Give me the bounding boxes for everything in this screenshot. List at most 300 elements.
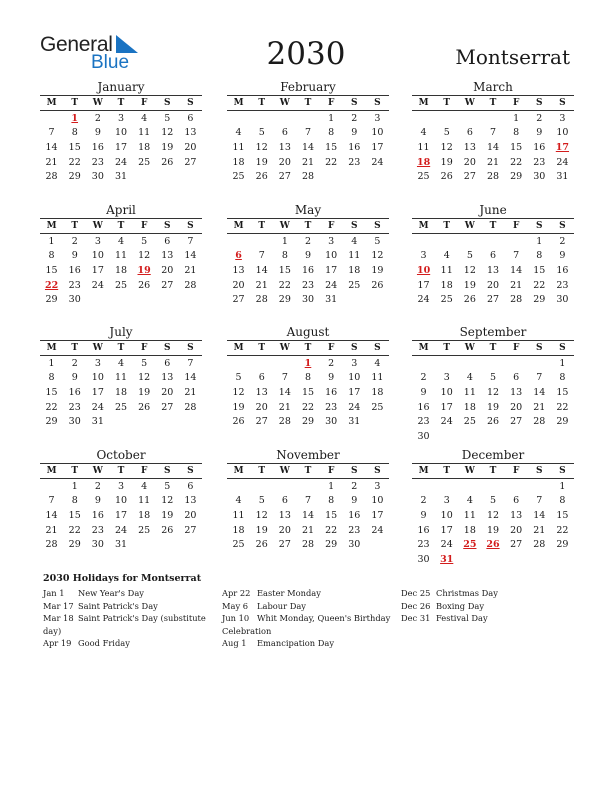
day-cell: 7: [536, 372, 543, 384]
holiday-date: Aug 1: [222, 638, 247, 649]
week-row: [40, 494, 202, 509]
day-cell: 2: [304, 235, 312, 247]
day-cell: 16: [91, 509, 104, 521]
empty-day-cell: [366, 537, 389, 552]
holiday-name: Christmas Day: [436, 588, 498, 598]
day-cell: 2: [71, 357, 78, 369]
holiday-row: [222, 612, 397, 637]
day-cell: 13: [232, 264, 245, 276]
day-cell: 28: [301, 171, 315, 183]
weekday-header: M: [40, 96, 63, 111]
day-cell: 24: [371, 156, 384, 168]
day-cell: 29: [45, 416, 58, 428]
weekday-header: T: [63, 219, 86, 234]
day-cell: 29: [533, 294, 546, 306]
month-name: December: [412, 447, 574, 464]
day-cell: 25: [138, 524, 151, 536]
day-cell: 28: [486, 171, 500, 183]
holiday-date: Mar 17: [43, 600, 74, 611]
day-cell: 1: [48, 235, 55, 247]
day-cell: 5: [258, 495, 265, 507]
empty-day-cell: [458, 234, 481, 249]
weekday-header: F: [505, 341, 528, 356]
day-cell: 28: [184, 401, 197, 413]
weekday-header: T: [63, 341, 86, 356]
day-cell: 18: [371, 386, 384, 398]
holiday-day: 17: [555, 141, 570, 153]
holidays-column: [401, 587, 576, 625]
day-cell: 13: [278, 509, 291, 521]
day-cell: 11: [114, 250, 128, 262]
weekday-header: S: [179, 219, 202, 234]
month-name: February: [227, 79, 389, 96]
day-cell: 7: [304, 127, 312, 139]
day-cell: 23: [91, 156, 104, 168]
weekday-header: S: [156, 341, 179, 356]
day-cell: 27: [232, 294, 245, 306]
day-cell: 15: [556, 386, 569, 398]
day-cell: [412, 263, 435, 278]
day-cell: 8: [48, 250, 55, 262]
day-cell: 16: [301, 264, 315, 276]
weekday-header: S: [551, 341, 574, 356]
weekday-header: T: [109, 341, 132, 356]
day-cell: 1: [559, 480, 566, 492]
day-cell: 14: [301, 141, 315, 153]
day-cell: 28: [533, 416, 546, 428]
day-cell: 10: [440, 509, 453, 521]
month-table: [227, 341, 389, 429]
holidays-column: [222, 587, 397, 650]
empty-day-cell: [435, 479, 458, 494]
day-cell: 12: [255, 141, 268, 153]
day-cell: 22: [510, 156, 523, 168]
day-cell: 6: [281, 495, 288, 507]
day-cell: 19: [138, 386, 151, 398]
day-cell: 31: [114, 539, 128, 551]
empty-day-cell: [528, 479, 551, 494]
day-cell: 25: [114, 279, 128, 291]
holidays-column: [43, 587, 218, 650]
empty-day-cell: [481, 356, 504, 371]
day-cell: 7: [489, 127, 497, 139]
empty-day-cell: [435, 234, 458, 249]
weekday-header: S: [366, 341, 389, 356]
weekday-header: W: [273, 464, 296, 479]
day-cell: 13: [510, 386, 523, 398]
day-cell: 1: [536, 235, 543, 247]
day-cell: 8: [71, 495, 78, 507]
day-cell: 21: [533, 401, 546, 413]
month-name: June: [412, 202, 574, 219]
day-cell: [458, 537, 481, 552]
weekday-header: T: [481, 96, 504, 111]
empty-day-cell: [273, 479, 296, 494]
holiday-day: 25: [463, 539, 477, 551]
week-row: [40, 249, 202, 264]
day-cell: 1: [513, 112, 520, 124]
day-cell: 21: [301, 156, 315, 168]
weekday-header: T: [481, 219, 504, 234]
holiday-date: Dec 31: [401, 613, 431, 624]
day-cell: 20: [184, 509, 197, 521]
day-cell: 11: [348, 250, 361, 262]
day-cell: 22: [325, 524, 338, 536]
week-row: [40, 234, 202, 249]
day-cell: 18: [440, 279, 453, 291]
day-cell: 27: [278, 539, 291, 551]
day-cell: 11: [371, 372, 384, 384]
holiday-day: 1: [71, 112, 79, 124]
day-cell: 17: [440, 401, 453, 413]
day-cell: 17: [371, 509, 384, 521]
weekday-header: S: [528, 96, 551, 111]
day-cell: 30: [348, 539, 361, 551]
weekday-header: M: [227, 96, 250, 111]
weekday-header: W: [458, 219, 481, 234]
day-cell: 28: [45, 171, 58, 183]
day-cell: 5: [443, 127, 450, 139]
weekday-header: S: [343, 464, 366, 479]
day-cell: 18: [232, 156, 245, 168]
holiday-name: Saint Patrick's Day (substitute day): [43, 613, 206, 636]
weekday-header: M: [227, 464, 250, 479]
week-row: [412, 414, 574, 429]
day-cell: 26: [138, 401, 151, 413]
empty-day-cell: [179, 169, 202, 184]
day-cell: 14: [184, 250, 197, 262]
day-cell: 24: [91, 279, 104, 291]
day-cell: 26: [255, 171, 268, 183]
day-cell: 4: [351, 235, 358, 247]
weekday-header: T: [63, 464, 86, 479]
month-name: March: [412, 79, 574, 96]
day-cell: 6: [281, 127, 288, 139]
month-may: [227, 202, 389, 307]
day-cell: 16: [417, 401, 430, 413]
day-cell: 30: [556, 294, 569, 306]
week-row: [40, 385, 202, 400]
day-cell: 4: [235, 127, 242, 139]
day-cell: 24: [114, 156, 128, 168]
week-row: [40, 111, 202, 126]
day-cell: 19: [161, 141, 174, 153]
weekday-header: S: [528, 341, 551, 356]
empty-day-cell: [458, 356, 481, 371]
week-row: [227, 414, 389, 429]
day-cell: 17: [440, 524, 453, 536]
day-cell: 20: [463, 156, 476, 168]
day-cell: 28: [278, 416, 291, 428]
day-cell: 3: [559, 112, 566, 124]
holiday-row: [401, 600, 576, 613]
holiday-row: [43, 637, 218, 650]
weekday-header: W: [273, 96, 296, 111]
day-cell: 16: [556, 264, 569, 276]
holiday-day: 31: [440, 553, 454, 565]
day-cell: 8: [559, 372, 566, 384]
month-table: [412, 464, 574, 567]
day-cell: 11: [138, 127, 151, 139]
day-cell: 26: [486, 416, 500, 428]
day-cell: 7: [48, 127, 55, 139]
day-cell: 21: [255, 279, 268, 291]
day-cell: 25: [114, 401, 128, 413]
day-cell: 6: [164, 357, 171, 369]
empty-day-cell: [505, 356, 528, 371]
weekday-header: T: [296, 219, 319, 234]
day-cell: [296, 356, 319, 371]
weekday-header: S: [179, 341, 202, 356]
empty-day-cell: [528, 356, 551, 371]
empty-day-cell: [273, 111, 296, 126]
empty-day-cell: [412, 111, 435, 126]
day-cell: 4: [141, 112, 148, 124]
day-cell: 13: [184, 495, 197, 507]
weekday-header: F: [505, 219, 528, 234]
week-row: [412, 356, 574, 371]
weekday-header: S: [366, 464, 389, 479]
empty-day-cell: [458, 111, 481, 126]
day-cell: 25: [348, 279, 361, 291]
week-row: [412, 278, 574, 293]
day-cell: 18: [463, 401, 476, 413]
empty-day-cell: [133, 537, 156, 552]
day-cell: 9: [94, 495, 101, 507]
empty-day-cell: [179, 292, 202, 307]
day-cell: 1: [71, 480, 78, 492]
weekday-header: T: [296, 96, 319, 111]
holiday-name: Good Friday: [78, 638, 130, 649]
day-cell: 23: [91, 524, 104, 536]
day-cell: 2: [351, 112, 358, 124]
holidays-title: 2030 Holidays for Montserrat: [43, 573, 202, 584]
day-cell: 27: [161, 401, 174, 413]
holiday-row: [222, 600, 397, 613]
holiday-day: 18: [416, 156, 431, 168]
week-row: [412, 552, 574, 567]
day-cell: 3: [117, 112, 125, 124]
day-cell: 14: [45, 509, 58, 521]
day-cell: 31: [348, 416, 361, 428]
day-cell: 30: [301, 294, 315, 306]
holiday-row: [222, 637, 397, 650]
empty-day-cell: [458, 552, 481, 567]
day-cell: 3: [443, 372, 450, 384]
day-cell: 22: [68, 156, 81, 168]
day-cell: 24: [417, 294, 430, 306]
day-cell: 10: [114, 127, 128, 139]
month-table: [40, 219, 202, 307]
day-cell: 6: [187, 112, 194, 124]
day-cell: 16: [325, 386, 338, 398]
holiday-name: Labour Day: [257, 600, 306, 611]
day-cell: 2: [94, 480, 101, 492]
day-cell: 31: [114, 171, 128, 183]
day-cell: [40, 278, 63, 293]
day-cell: 26: [255, 539, 268, 551]
week-row: [40, 292, 202, 307]
day-cell: 12: [232, 386, 245, 398]
day-cell: 26: [463, 294, 476, 306]
month-name: September: [412, 324, 574, 341]
empty-day-cell: [505, 234, 528, 249]
day-cell: 18: [463, 524, 476, 536]
day-cell: 12: [486, 386, 500, 398]
day-cell: 29: [510, 171, 523, 183]
day-cell: 26: [161, 524, 174, 536]
day-cell: 22: [45, 401, 58, 413]
day-cell: 9: [420, 509, 427, 521]
day-cell: 16: [533, 141, 546, 153]
empty-day-cell: [481, 111, 504, 126]
day-cell: 5: [374, 235, 381, 247]
weekday-header: S: [156, 464, 179, 479]
day-cell: 10: [440, 386, 453, 398]
day-cell: 29: [301, 416, 315, 428]
holiday-date: Mar 18: [43, 613, 74, 624]
day-cell: 19: [463, 279, 476, 291]
weekday-header: S: [551, 96, 574, 111]
day-cell: 14: [278, 386, 291, 398]
day-cell: 21: [45, 524, 58, 536]
empty-day-cell: [412, 356, 435, 371]
month-table: [412, 219, 574, 307]
holiday-date: Dec 25: [401, 588, 431, 598]
month-july: [40, 324, 202, 429]
day-cell: 1: [559, 357, 566, 369]
day-cell: 14: [510, 264, 523, 276]
day-cell: 16: [68, 386, 81, 398]
week-row: [412, 537, 574, 552]
day-cell: 28: [301, 539, 315, 551]
day-cell: 31: [325, 294, 338, 306]
day-cell: 3: [443, 495, 450, 507]
day-cell: 4: [443, 250, 450, 262]
day-cell: 27: [278, 171, 291, 183]
day-cell: 30: [91, 539, 104, 551]
day-cell: 29: [556, 416, 569, 428]
day-cell: 23: [348, 156, 361, 168]
empty-day-cell: [435, 356, 458, 371]
day-cell: 6: [489, 250, 497, 262]
week-row: [227, 278, 389, 293]
month-october: [40, 447, 202, 552]
empty-day-cell: [458, 479, 481, 494]
day-cell: 21: [486, 156, 500, 168]
empty-day-cell: [40, 111, 63, 126]
empty-day-cell: [179, 537, 202, 552]
day-cell: 28: [255, 294, 268, 306]
day-cell: 13: [278, 141, 291, 153]
day-cell: 24: [371, 524, 384, 536]
week-row: [412, 234, 574, 249]
week-row: [227, 249, 389, 264]
day-cell: 15: [510, 141, 523, 153]
day-cell: [551, 140, 574, 155]
week-row: [412, 126, 574, 141]
day-cell: 27: [486, 294, 500, 306]
holiday-row: [43, 587, 218, 600]
day-cell: 13: [255, 386, 268, 398]
weekday-header: T: [296, 341, 319, 356]
week-row: [412, 371, 574, 386]
weekday-header: F: [320, 464, 343, 479]
week-row: [227, 292, 389, 307]
day-cell: 24: [440, 539, 453, 551]
empty-day-cell: [250, 479, 273, 494]
week-row: [412, 263, 574, 278]
empty-day-cell: [528, 429, 551, 444]
empty-day-cell: [227, 234, 250, 249]
month-april: [40, 202, 202, 307]
weekday-header: S: [179, 96, 202, 111]
day-cell: 10: [348, 372, 361, 384]
day-cell: 17: [91, 264, 104, 276]
weekday-header: M: [412, 464, 435, 479]
day-cell: 1: [328, 112, 335, 124]
day-cell: 20: [510, 401, 523, 413]
holiday-date: Dec 26: [401, 600, 431, 611]
empty-day-cell: [343, 169, 366, 184]
day-cell: 28: [533, 539, 546, 551]
week-row: [412, 249, 574, 264]
holiday-day: 26: [486, 539, 500, 551]
day-cell: 3: [351, 357, 358, 369]
day-cell: 21: [184, 386, 197, 398]
holiday-name: Whit Monday, Queen's Birthday Celebration: [222, 613, 391, 636]
day-cell: [63, 111, 86, 126]
day-cell: 8: [48, 372, 55, 384]
day-cell: 30: [417, 553, 430, 565]
empty-day-cell: [551, 552, 574, 567]
day-cell: 28: [510, 294, 523, 306]
empty-day-cell: [156, 169, 179, 184]
day-cell: 2: [71, 235, 78, 247]
day-cell: 5: [466, 250, 473, 262]
day-cell: 21: [278, 401, 291, 413]
day-cell: 9: [304, 250, 312, 262]
weekday-header: F: [320, 341, 343, 356]
day-cell: 27: [510, 539, 523, 551]
month-name: October: [40, 447, 202, 464]
day-cell: 8: [281, 250, 288, 262]
day-cell: 27: [184, 156, 197, 168]
day-cell: 15: [45, 386, 58, 398]
weekday-header: S: [156, 96, 179, 111]
weekday-header: S: [343, 219, 366, 234]
empty-day-cell: [179, 414, 202, 429]
empty-day-cell: [250, 111, 273, 126]
day-cell: 24: [91, 401, 104, 413]
month-november: [227, 447, 389, 552]
day-cell: 22: [325, 156, 338, 168]
day-cell: 30: [325, 416, 338, 428]
day-cell: 22: [533, 279, 546, 291]
month-september: [412, 324, 574, 444]
day-cell: 2: [420, 372, 427, 384]
weekday-header: M: [40, 464, 63, 479]
day-cell: 15: [45, 264, 58, 276]
day-cell: 10: [371, 127, 384, 139]
day-cell: 19: [486, 524, 500, 536]
day-cell: 9: [351, 495, 358, 507]
week-row: [412, 508, 574, 523]
week-row: [40, 523, 202, 538]
weekday-header: W: [273, 341, 296, 356]
holiday-date: May 6: [222, 600, 249, 611]
empty-day-cell: [296, 479, 319, 494]
